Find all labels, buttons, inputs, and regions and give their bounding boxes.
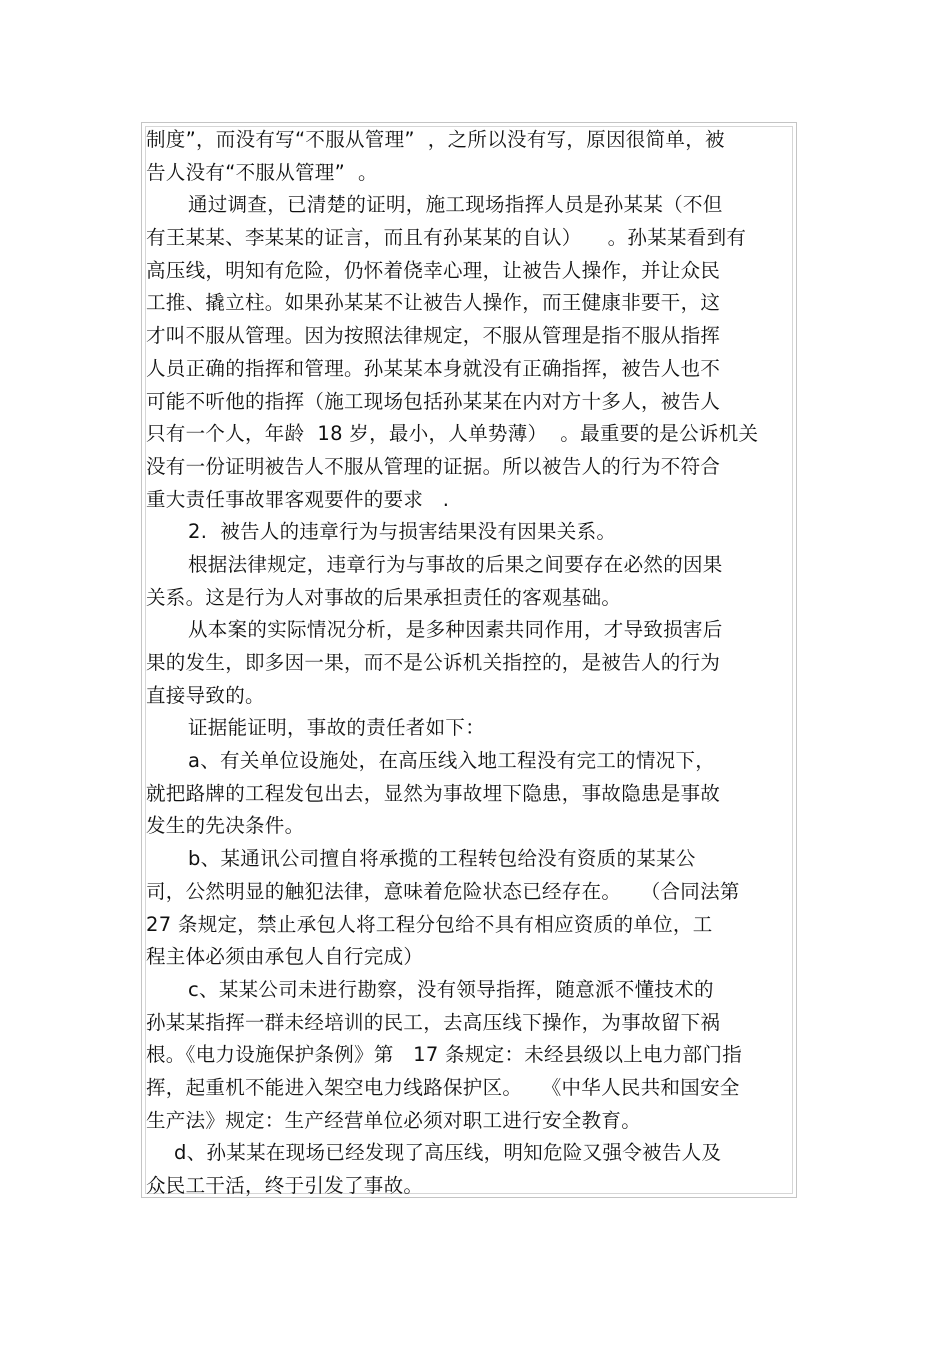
text-line: 发生的先决条件。: [146, 814, 305, 838]
document-body: [146, 124, 786, 1203]
text-line: 告人没有“不服从管理” 。: [146, 160, 378, 184]
text-line: b、某通讯公司擅自将承揽的工程转包给没有资质的某某公: [188, 847, 696, 871]
text-line: 众民工干活，终于引发了事故。: [146, 1174, 424, 1197]
text-line: 重大责任事故罪客观要件的要求 .: [146, 487, 450, 511]
text-line: 证据能证明，事故的责任者如下：: [188, 716, 486, 740]
text-line: 高压线，明知有危险，仍怀着侥幸心理，让被告人操作，并让众民: [146, 258, 721, 282]
text-line: 27 条规定，禁止承包人将工程分包给不具有相应资质的单位，工: [146, 912, 713, 936]
text-line: d、孙某某在现场已经发现了高压线，明知危险又强令被告人及: [174, 1141, 722, 1165]
text-line: 根。《电力设施保护条例》第 17 条规定：未经县级以上电力部门指: [146, 1043, 743, 1067]
text-line: 制度”，而没有写“不服从管理” ，之所以没有写，原因很简单，被: [146, 128, 725, 151]
text-line: 通过调查，已清楚的证明，施工现场指挥人员是孙某某（不但: [188, 193, 723, 217]
text-line: 人员正确的指挥和管理。孙某某本身就没有正确指挥，被告人也不: [146, 356, 721, 380]
text-line: 可能不听他的指挥（施工现场包括孙某某在内对方十多人，被告人: [146, 389, 721, 413]
text-line: 果的发生，即多因一果，而不是公诉机关指控的，是被告人的行为: [146, 651, 721, 674]
text-line: c、某某公司未进行勘察，没有领导指挥，随意派不懂技术的: [188, 977, 714, 1001]
text-line: 孙某某指挥一群未经培训的民工，去高压线下操作，为事故留下祸: [146, 1010, 721, 1034]
text-line: 才叫不服从管理。因为按照法律规定，不服从管理是指不服从指挥: [146, 324, 721, 348]
text-line: 只有一个人，年龄 18 岁，最小，人单势薄） 。最重要的是公诉机关: [146, 422, 759, 446]
text-line: 生产法》规定：生产经营单位必须对职工进行安全教育。: [146, 1108, 642, 1132]
text-line: 关系。这是行为人对事故的后果承担责任的客观基础。: [146, 585, 622, 609]
text-line: 直接导致的。: [146, 683, 265, 707]
text-line: 2. 被告人的违章行为与损害结果没有因果关系。: [188, 520, 617, 544]
text-line: 挥，起重机不能进入架空电力线路保护区。 《中华人民共和国安全: [146, 1075, 740, 1099]
text-line: 程主体必须由承包人自行完成）: [146, 945, 424, 969]
text-line: 从本案的实际情况分析，是多种因素共同作用，才导致损害后: [188, 618, 723, 642]
text-line: 就把路牌的工程发包出去，显然为事故埋下隐患，事故隐患是事故: [146, 781, 721, 805]
text-line: a、有关单位设施处，在高压线入地工程没有完工的情况下，: [188, 749, 716, 773]
text-line: 司，公然明显的触犯法律，意味着危险状态已经存在。 （合同法第: [146, 879, 740, 903]
text-line: 工推、撬立柱。如果孙某某不让被告人操作，而王健康非要干，这: [146, 291, 721, 315]
text-line: 根据法律规定，违章行为与事故的后果之间要存在必然的因果: [188, 552, 723, 576]
text-line: 有王某某、李某某的证言，而且有孙某某的自认） 。孙某某看到有: [146, 226, 747, 250]
text-line: 没有一份证明被告人不服从管理的证据。所以被告人的行为不符合: [146, 454, 721, 478]
